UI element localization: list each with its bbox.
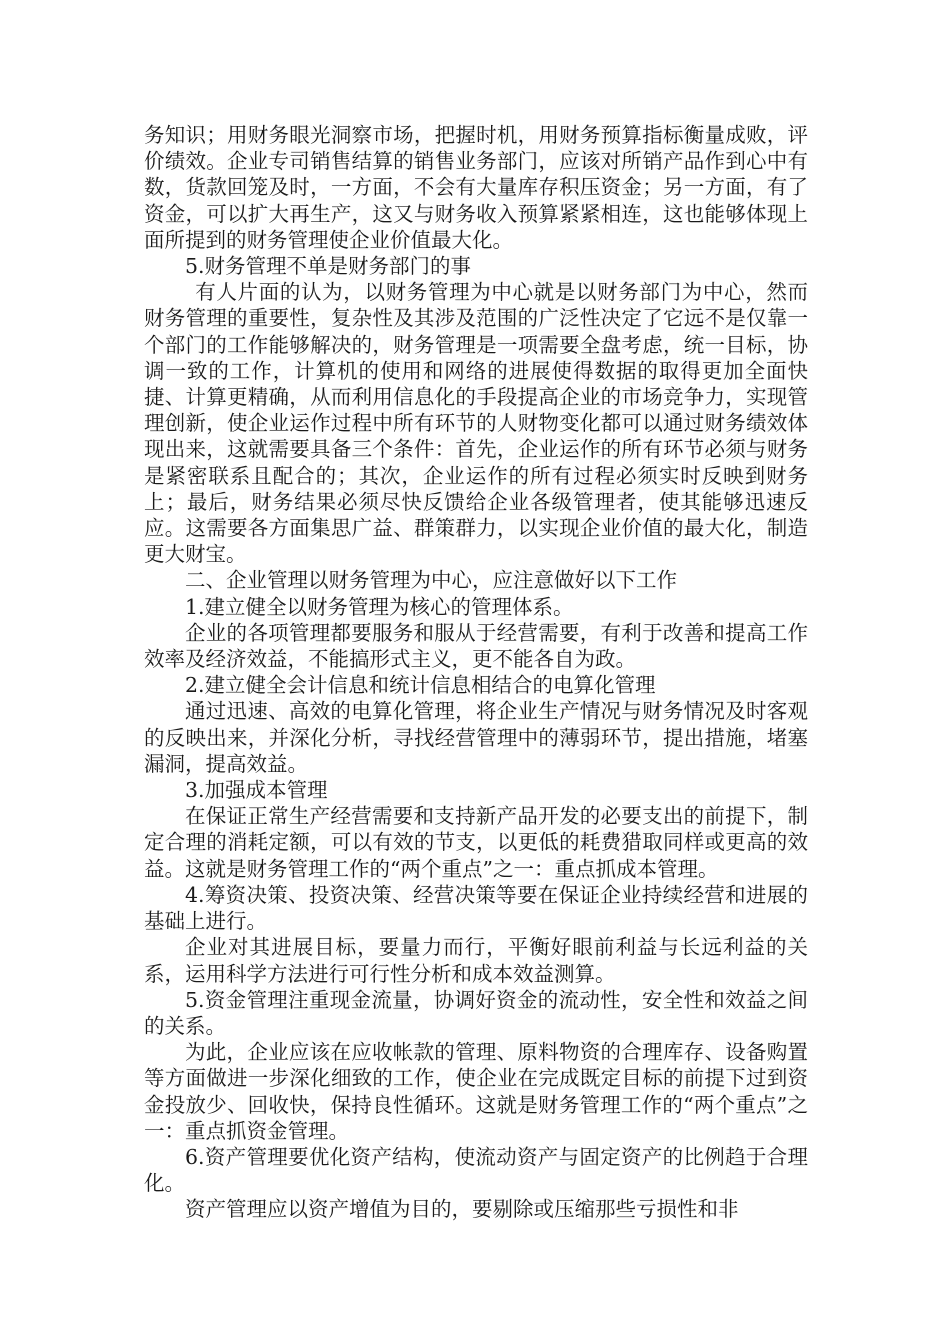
paragraph-item-5: 为此，企业应该在应收帐款的管理、原料物资的合理库存、设备购置等方面做进一步深化细致的工作，使企业在完成既定目标的前提下过到资金投放少、回收快，保持良性循环。这就是财务管理工作的“两个重点”之一：重点抓资金管理。	[144, 1040, 808, 1143]
heading-item-3: 3.加强成本管理	[185, 778, 328, 803]
heading-finance-not-only-dept: 5.财务管理不单是财务部门的事	[185, 254, 472, 279]
heading-item-2: 2.建立健全会计信息和统计信息相结合的电算化管理	[185, 673, 656, 698]
paragraph-item-4: 企业对其进展目标，要量力而行，平衡好眼前利益与长远利益的关系，运用科学方法进行可行性分析和成本效益测算。	[144, 935, 808, 986]
paragraph-item-6: 资产管理应以资产增值为目的，要剔除或压缩那些亏损性和非	[185, 1197, 739, 1222]
section-heading-two: 二、企业管理以财务管理为中心，应注意做好以下工作	[185, 568, 677, 593]
paragraph-item-1: 企业的各项管理都要服务和服从于经营需要，有利于改善和提高工作效率及经济效益，不能搞形式主义，更不能各自为政。	[144, 620, 808, 672]
heading-item-1: 1.建立健全以财务管理为核心的管理体系。	[185, 594, 574, 619]
paragraph-finance-overall: 有人片面的认为，以财务管理为中心就是以财务部门为中心，然而财务管理的重要性，复杂性及其涉及范围的广泛性决定了它远不是仅靠一个部门的工作能够解决的，财务管理是一项需要全盘考虑，统一目标，协调一致的工作，计算机的使用和网络的进展使得数据的取得更加全面快捷、计算更精确，从而利用信息化的手段提高企业的市场竞争力，实现管理创新，使企业运作过程中所有环节的人财物变化都可以通过财务绩效体现出来，这就需要具备三个条件：首先，企业运作的所有环节必须与财务是紧密联系且配合的；其次，企业运作的所有过程必须实时反映到财务上；最后，财务结果必须尽快反馈给企业各级管理者，使其能够迅速反应。这需要各方面集思广益、群策群力，以实现企业价值的最大化，制造更大财宝。	[144, 280, 808, 567]
paragraph-continuation: 务知识；用财务眼光洞察市场，把握时机，用财务预算指标衡量成败，评价绩效。企业专司销售结算的销售业务部门，应该对所销产品作到心中有数，货款回笼及时，一方面，不会有大量库存积压资金；另一方面，有了资金，可以扩大再生产，这又与财务收入预算紧紧相连，这也能够体现上面所提到的财务管理使企业价值最大化。	[144, 123, 808, 252]
heading-item-5: 5.资金管理注重现金流量，协调好资金的流动性，安全性和效益之间的关系。	[144, 987, 808, 1038]
document-page	[144, 122, 808, 1223]
paragraph-item-2: 通过迅速、高效的电算化管理，将企业生产情况与财务情况及时客观的反映出来，并深化分析，寻找经营管理中的薄弱环节，提出措施，堵塞漏洞，提高效益。	[144, 699, 808, 776]
heading-item-4: 4.筹资决策、投资决策、经营决策等要在保证企业持续经营和进展的基础上进行。	[144, 882, 808, 934]
paragraph-item-3: 在保证正常生产经营需要和支持新产品开发的必要支出的前提下，制定合理的消耗定额，可以有效的节支，以更低的耗费猎取同样或更高的效益。这就是财务管理工作的“两个重点”之一：重点抓成本管理。	[144, 804, 808, 881]
heading-item-6: 6.资产管理要优化资产结构，使流动资产与固定资产的比例趋于合理化。	[144, 1144, 808, 1196]
